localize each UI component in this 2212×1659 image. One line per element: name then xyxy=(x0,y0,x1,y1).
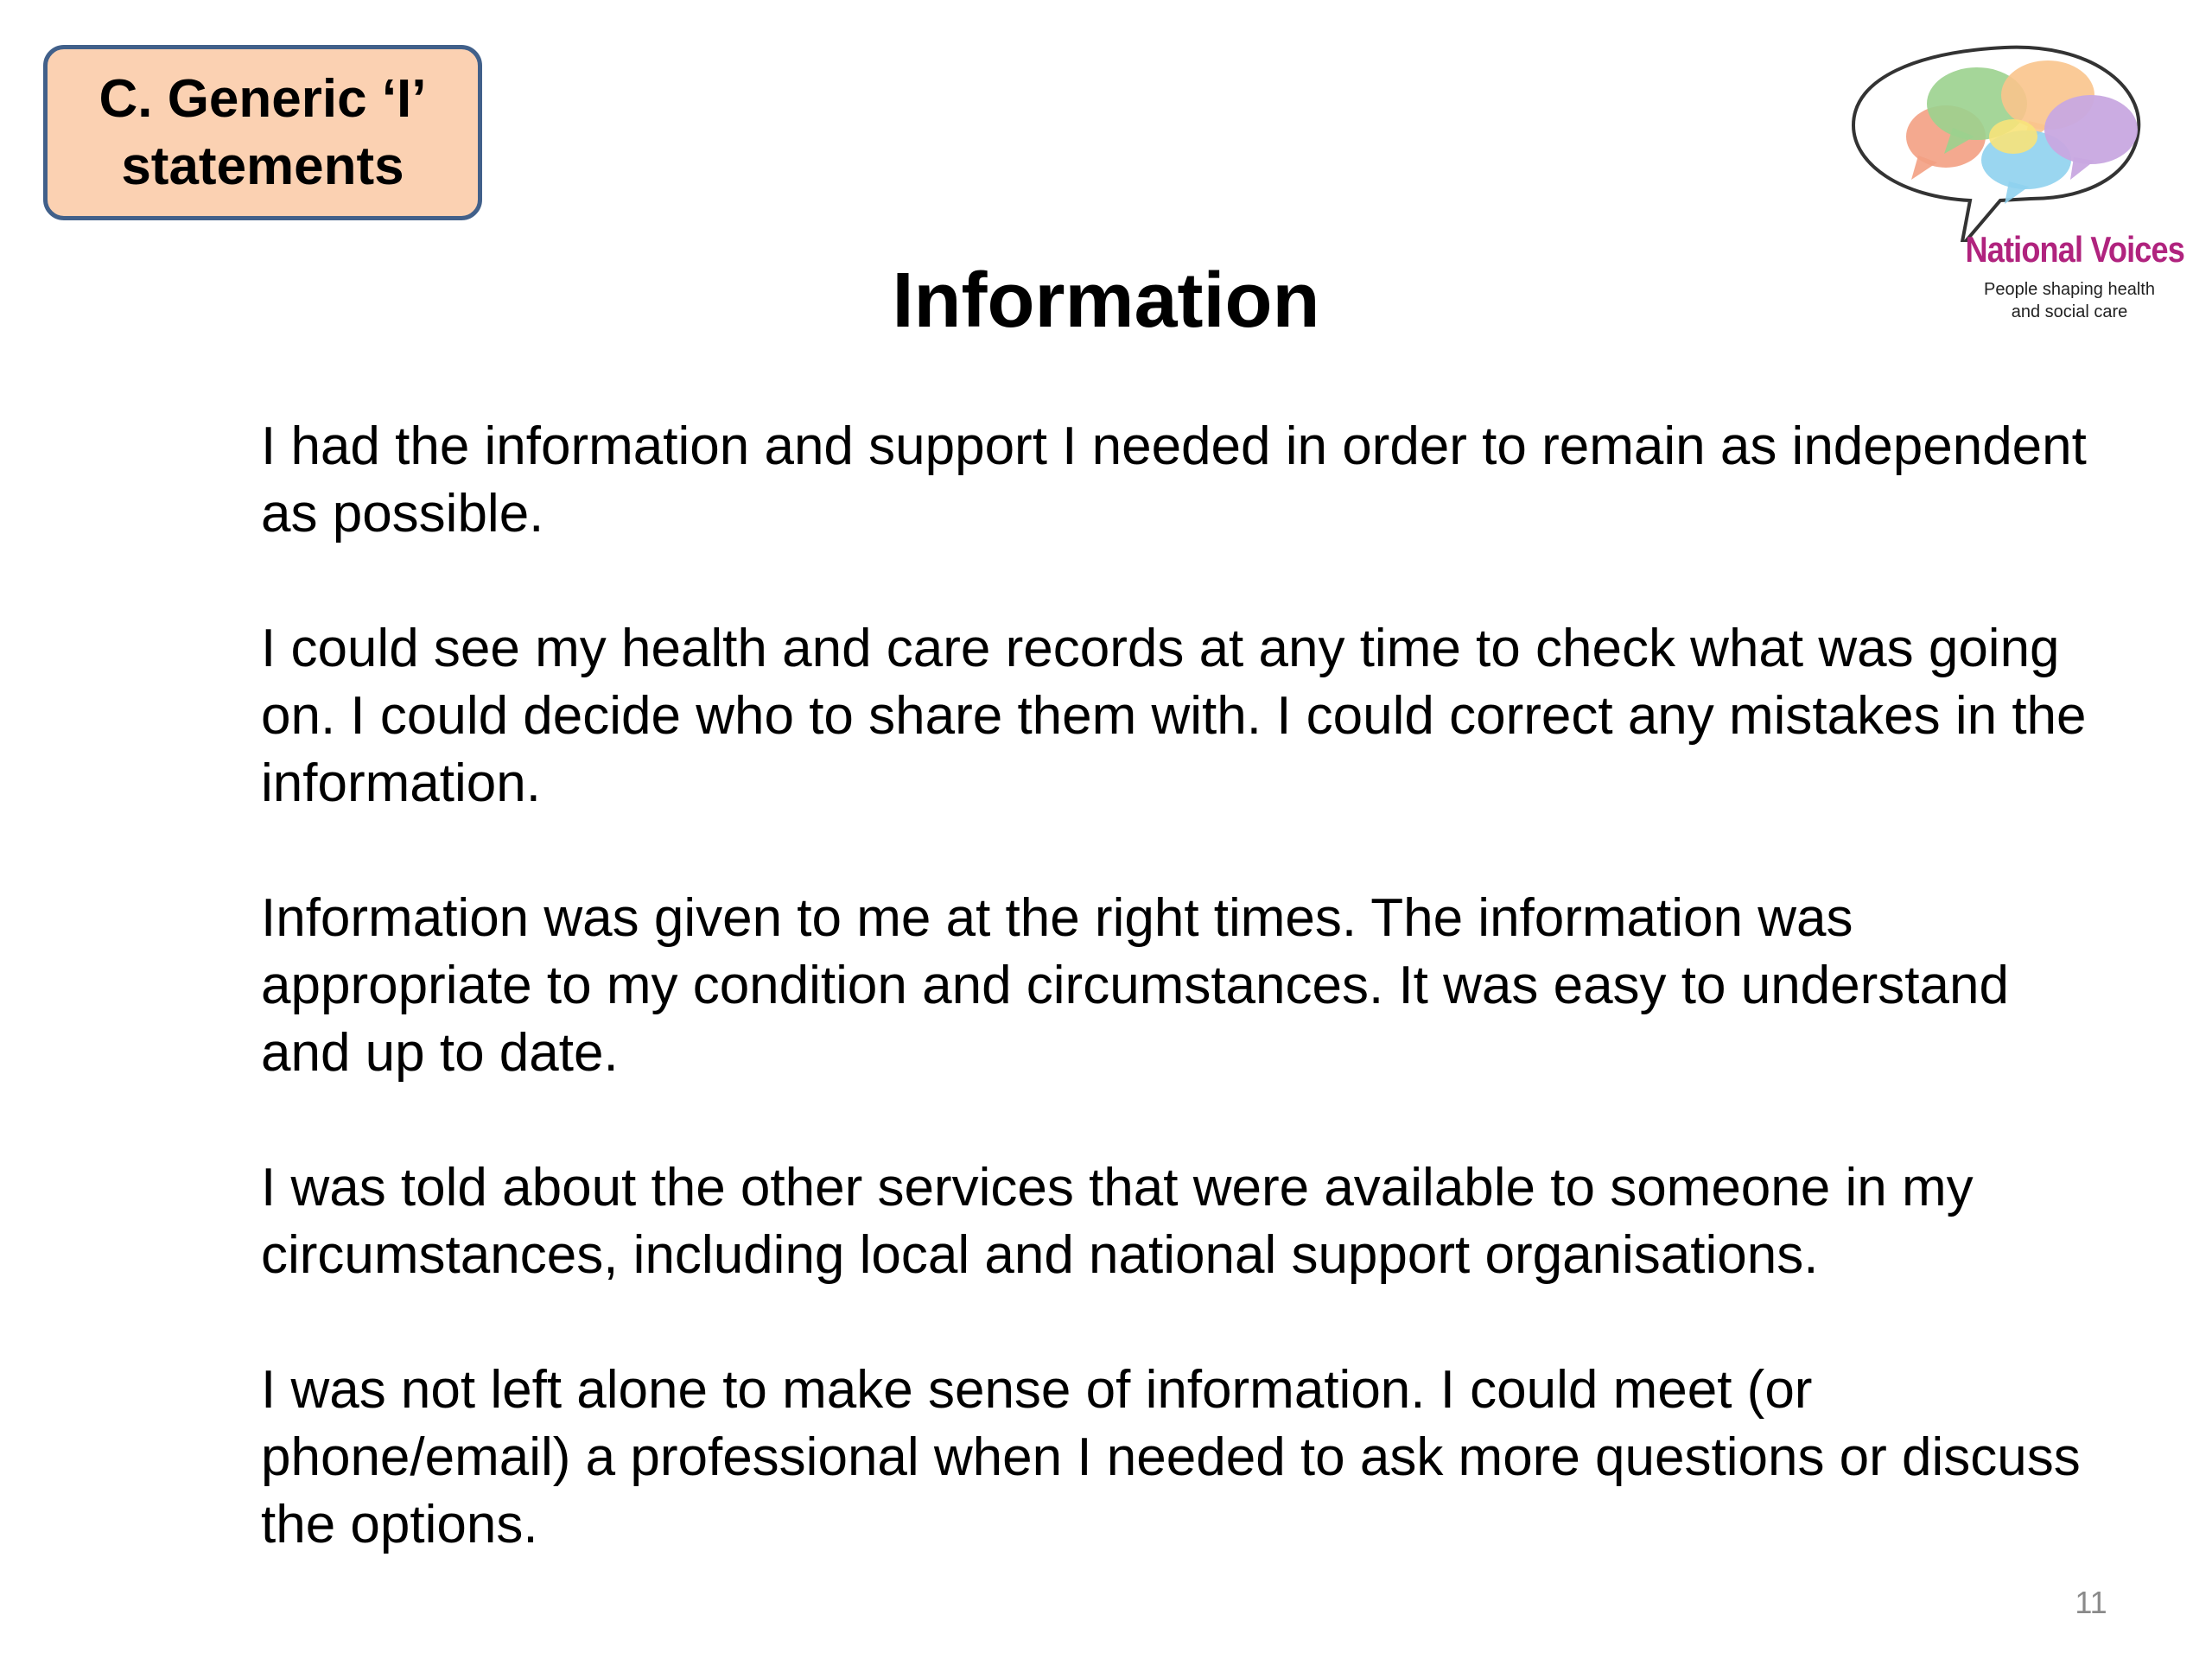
page-title: Information xyxy=(892,257,1320,344)
statement-2: I could see my health and care records at any time to check what was going on. I could decide who to share them with. I could correct any mistakes in the information. xyxy=(261,619,2087,813)
page-number: 11 xyxy=(2075,1585,2107,1620)
statement-4: I was told about the other services that were available to someone in my circumstances, including local and national support organisations. xyxy=(261,1158,1974,1285)
logo-name: National Voices xyxy=(1965,229,2184,270)
speech-bubbles-icon xyxy=(1832,35,2195,242)
logo-tagline: People shaping health and social care xyxy=(1984,280,2155,321)
section-label: C. Generic ‘I’ statements xyxy=(43,45,482,220)
statement-5: I was not left alone to make sense of information. I could meet (or phone/email) a professional when I needed to ask more questions or discuss the options. xyxy=(261,1360,2081,1554)
statement-1: I had the information and support I needed in order to remain as independent as possible. xyxy=(261,416,2087,543)
statements-list xyxy=(261,413,2101,1559)
statement-3: Information was given to me at the right times. The information was appropriate to my condition and circumstances. It was easy to understand and up to date. xyxy=(261,888,2009,1083)
